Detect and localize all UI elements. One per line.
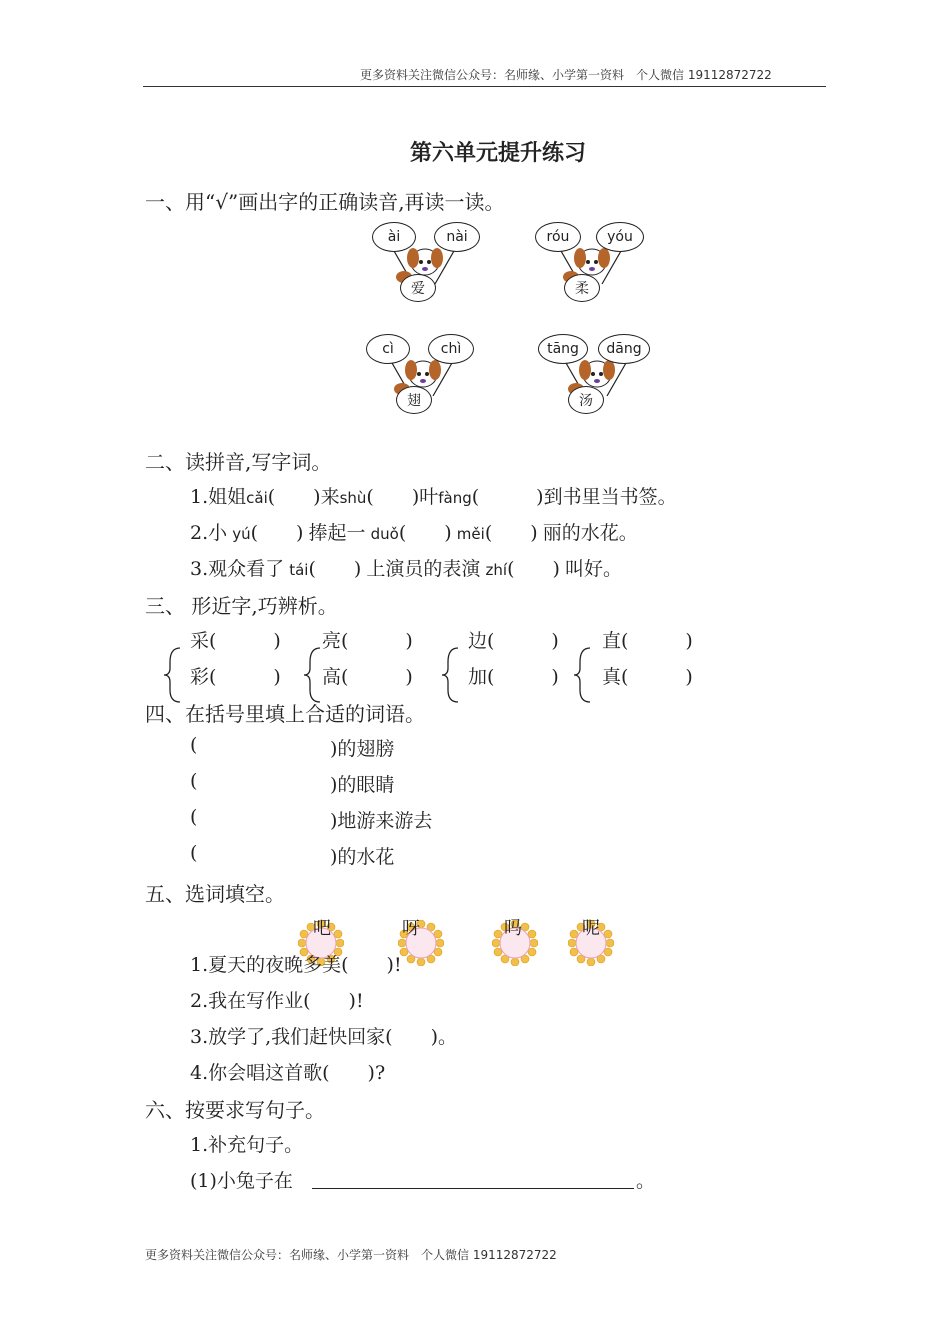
pinyin-option-2a[interactable]: róu	[535, 222, 581, 252]
char-bubble-3: 翅	[396, 386, 432, 414]
similar-char-2-bottom[interactable]: 高( )	[322, 666, 413, 688]
similar-char-2-top[interactable]: 亮( )	[322, 630, 413, 652]
similar-char-1-top[interactable]: 采( )	[190, 630, 281, 652]
char-bubble-2: 柔	[564, 274, 600, 302]
s6-sub: 1.补充句子。	[190, 1134, 304, 1156]
fill-close-3: )地游来游去	[330, 810, 433, 832]
answer-line[interactable]	[312, 1188, 634, 1189]
section-2-heading: 二、读拼音,写字词。	[145, 450, 332, 474]
word-option-3: 吗	[504, 918, 522, 939]
word-option-4: 呢	[582, 918, 600, 939]
s6-q1-prefix: (1)小兔子在	[190, 1170, 293, 1192]
pinyin-option-3a[interactable]: cì	[366, 334, 410, 364]
similar-char-3-bottom[interactable]: 加( )	[468, 666, 559, 688]
similar-char-3-top[interactable]: 边( )	[468, 630, 559, 652]
pinyin-option-3b[interactable]: chì	[428, 334, 474, 364]
similar-char-4-top[interactable]: 直( )	[602, 630, 693, 652]
s2-line-2: 2.小 yú( ) 捧起一 duǒ( ) měi( ) 丽的水花。	[190, 522, 638, 544]
footer-text: 更多资料关注微信公众号：名师缘、小学第一资料 个人微信 19112872722	[145, 1248, 557, 1262]
pinyin-option-4b[interactable]: dāng	[598, 334, 650, 364]
char-bubble-4: 汤	[568, 386, 604, 414]
similar-char-1-bottom[interactable]: 彩( )	[190, 666, 281, 688]
char-bubble-1: 爱	[400, 274, 436, 302]
section-6-heading: 六、按要求写句子。	[145, 1098, 325, 1122]
s5-item-1[interactable]: 1.夏天的夜晚多美( )!	[190, 954, 402, 976]
section-3-heading: 三、 形近字,巧辨析。	[145, 594, 338, 618]
fill-close-2: )的眼睛	[330, 774, 395, 796]
s5-item-3[interactable]: 3.放学了,我们赶快回家( )。	[190, 1026, 457, 1048]
fill-open-3[interactable]: (	[190, 806, 198, 828]
s5-item-4[interactable]: 4.你会唱这首歌( )?	[190, 1062, 386, 1084]
fill-open-1[interactable]: (	[190, 734, 198, 756]
s2-line-1: 1.姐姐cǎi( )来shù( )叶fàng( )到书里当书签。	[190, 486, 677, 508]
fill-close-4: )的水花	[330, 846, 395, 868]
s5-item-2[interactable]: 2.我在写作业( )!	[190, 990, 364, 1012]
s6-q1-suffix: 。	[636, 1170, 656, 1192]
section-1-heading: 一、用“√”画出字的正确读音,再读一读。	[145, 190, 505, 214]
section-5-heading: 五、选词填空。	[145, 882, 285, 906]
pinyin-option-2b[interactable]: yóu	[596, 222, 644, 252]
section-4-heading: 四、在括号里填上合适的词语。	[145, 702, 425, 726]
word-option-2: 呀	[402, 918, 420, 939]
header-rule	[143, 86, 826, 87]
pinyin-option-1a[interactable]: ài	[372, 222, 416, 252]
fill-open-2[interactable]: (	[190, 770, 198, 792]
s2-line-3: 3.观众看了 tái( ) 上演员的表演 zhí( ) 叫好。	[190, 558, 623, 580]
pinyin-option-4a[interactable]: tāng	[538, 334, 588, 364]
similar-char-4-bottom[interactable]: 真( )	[602, 666, 693, 688]
fill-open-4[interactable]: (	[190, 842, 198, 864]
header-text: 更多资料关注微信公众号：名师缘、小学第一资料 个人微信 19112872722	[360, 68, 772, 82]
pinyin-option-1b[interactable]: nài	[434, 222, 480, 252]
word-option-1: 吧	[313, 918, 331, 939]
page-title: 第六单元提升练习	[410, 141, 587, 166]
fill-close-1: )的翅膀	[330, 738, 395, 760]
